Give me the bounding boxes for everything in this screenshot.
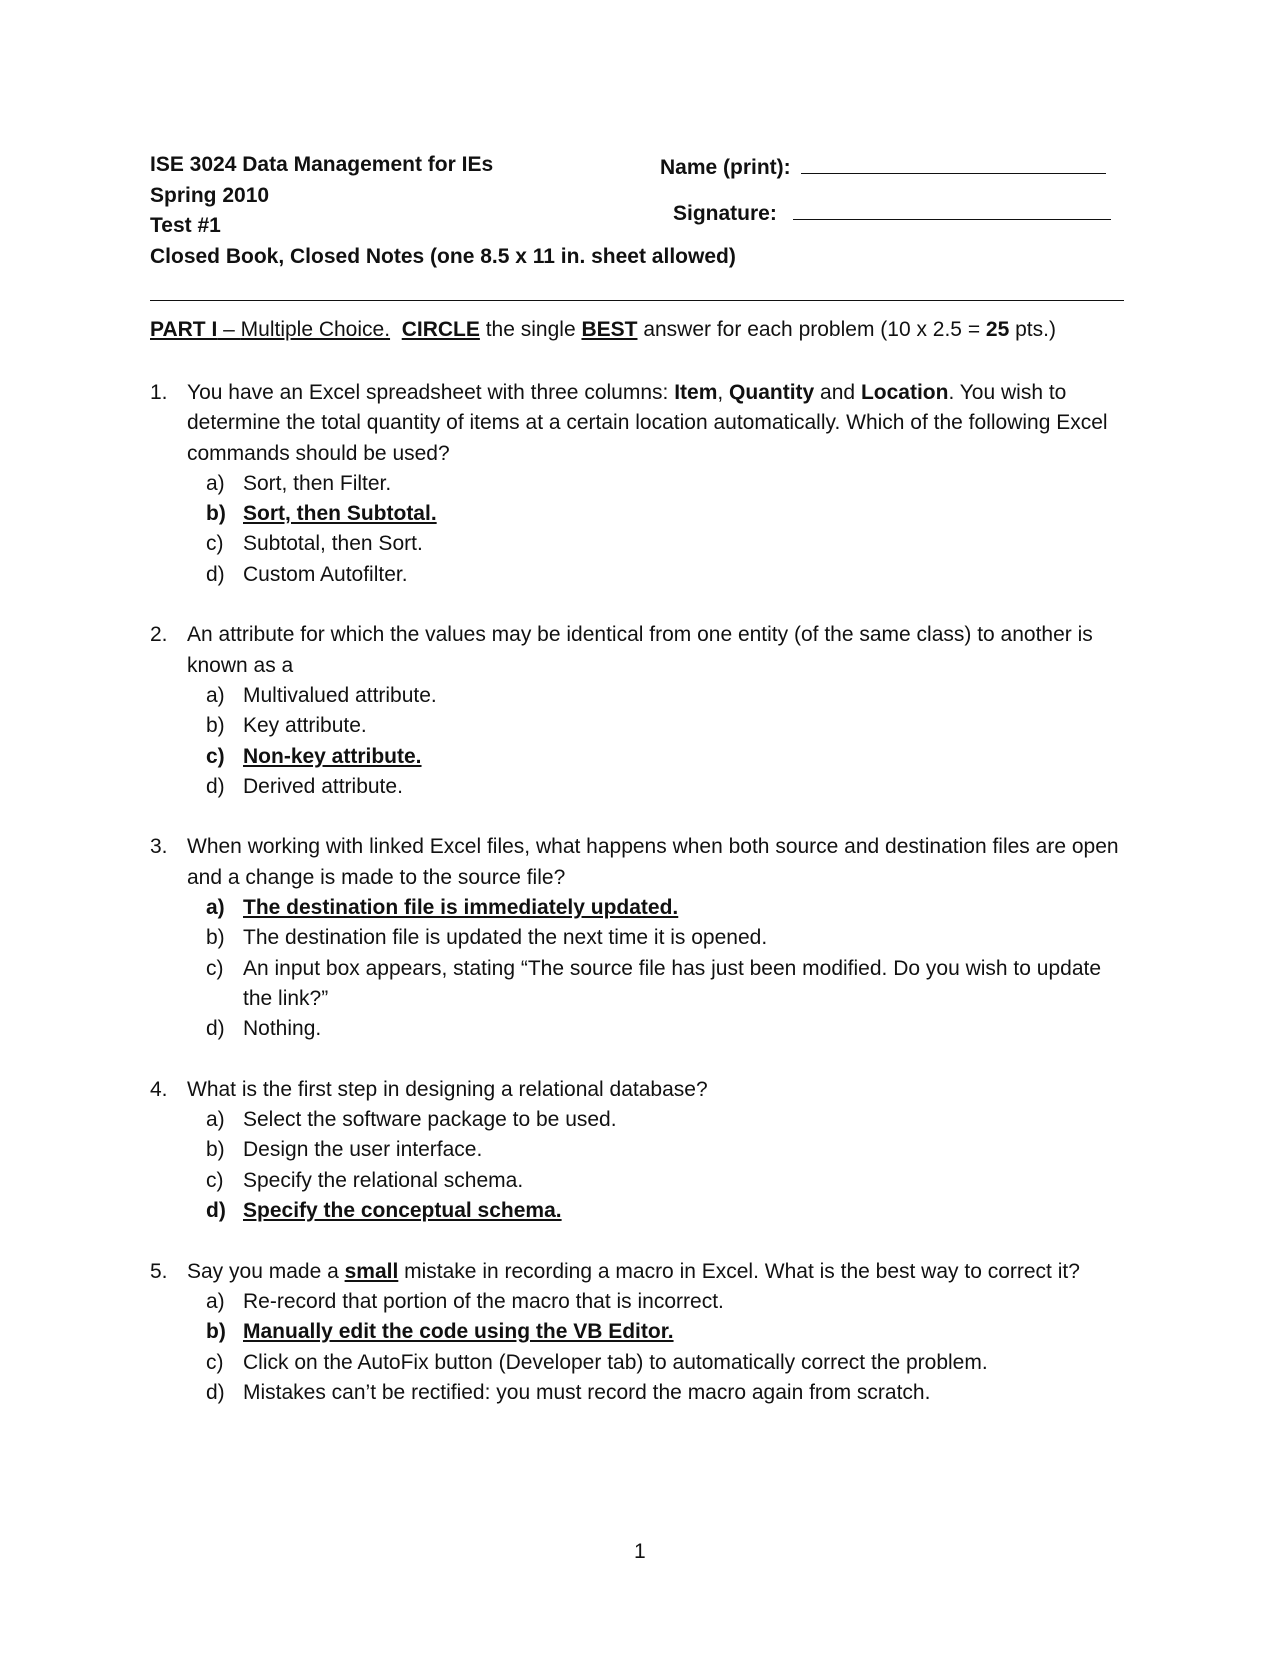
question-text-bold: Item (674, 381, 718, 404)
question-text-part: , (717, 381, 730, 404)
exam-rules: Closed Book, Closed Notes (one 8.5 x 11 in. sheet allowed) (150, 244, 736, 268)
option-label: a) (206, 896, 225, 920)
option-list (206, 469, 1150, 590)
option-label: d) (206, 1380, 225, 1404)
option-text: Derived attribute. (243, 774, 403, 798)
question-text (187, 1257, 1150, 1287)
option-text: An input box appears, stating “The source file has just been modified. Do you wish to update the link?” (243, 956, 1102, 1010)
option-text: Click on the AutoFix button (Developer tab) to automatically correct the problem. (243, 1350, 988, 1374)
question-text-part: You have an Excel spreadsheet with three columns: (187, 381, 675, 404)
option-b-answer[interactable] (206, 499, 1150, 529)
header-divider (150, 300, 1124, 301)
question-text-part: mistake in recording a macro in Excel. What is the best way to correct it? (398, 1259, 1080, 1283)
option-d[interactable] (206, 1378, 1150, 1408)
option-d-answer[interactable] (206, 1196, 1150, 1226)
option-label: d) (206, 562, 225, 586)
option-c[interactable] (206, 529, 1150, 559)
option-a[interactable] (206, 1287, 1150, 1317)
best-word: BEST (581, 318, 638, 341)
option-text: The destination file is immediately updated. (243, 896, 679, 920)
question-text: What is the first step in designing a relational database? (187, 1077, 708, 1101)
signature-label: Signature: (673, 202, 777, 225)
question-text-part: and (814, 381, 861, 404)
option-label: b) (206, 1138, 225, 1162)
circle-word: CIRCLE (401, 318, 480, 341)
option-text: Re-record that portion of the macro that is incorrect. (243, 1289, 724, 1313)
option-text: Custom Autofilter. (243, 562, 408, 586)
option-a[interactable] (206, 681, 1150, 711)
option-label: b) (206, 502, 226, 526)
option-label: c) (206, 956, 224, 980)
part-text-2: answer for each problem (10 x 2.5 = (637, 318, 986, 341)
question-number: 4. (150, 1077, 168, 1101)
page-number: 1 (634, 1540, 646, 1563)
option-list (206, 1287, 1150, 1408)
option-text: Key attribute. (243, 714, 367, 738)
question-text-part: . You wish to determine the total quantity of items at a certain location automatically. Which of the following Excel commands should be used? (187, 381, 1108, 465)
option-b-answer[interactable] (206, 1317, 1150, 1347)
option-label: c) (206, 1168, 224, 1192)
name-field (660, 153, 1106, 180)
option-text: Design the user interface. (243, 1138, 483, 1162)
option-label: a) (206, 471, 225, 495)
part-text-1: the single (479, 318, 582, 341)
question-1 (150, 378, 1150, 590)
option-text: Nothing. (243, 1017, 322, 1041)
option-text: Specify the conceptual schema. (243, 1199, 562, 1223)
option-text: Mistakes can’t be rectified: you must record the macro again from scratch. (243, 1380, 931, 1404)
option-label: c) (206, 744, 225, 768)
question-text: When working with linked Excel files, what happens when both source and destination files are open and a change is made to the source file? (187, 835, 1119, 889)
option-list (206, 893, 1150, 1044)
question-text: An attribute for which the values may be identical from one entity (of the same class) to another is known as a (187, 623, 1093, 677)
question-list (150, 378, 1150, 1438)
question-text (187, 378, 1150, 469)
question-text-bold: Quantity (729, 381, 815, 404)
option-d[interactable] (206, 1014, 1150, 1044)
question-3 (150, 832, 1150, 1044)
option-a[interactable] (206, 469, 1150, 499)
option-list (206, 1105, 1150, 1226)
option-label: d) (206, 774, 225, 798)
option-label: a) (206, 683, 225, 707)
question-text-part: Say you made a (187, 1259, 345, 1283)
option-text: Specify the relational schema. (243, 1168, 524, 1192)
option-label: b) (206, 1320, 226, 1344)
course-title: ISE 3024 Data Management for IEs (150, 153, 494, 176)
option-d[interactable] (206, 560, 1150, 590)
option-text: The destination file is updated the next time it is opened. (243, 926, 768, 950)
option-list (206, 681, 1150, 802)
part-label: PART I (150, 318, 218, 341)
option-b[interactable] (206, 1135, 1150, 1165)
name-label: Name (print): (660, 156, 791, 179)
option-label: b) (206, 926, 225, 950)
option-label: b) (206, 714, 225, 738)
option-text: Sort, then Subtotal. (243, 502, 437, 526)
option-c[interactable] (206, 954, 1150, 1015)
part-text-3: pts.) (1009, 318, 1056, 341)
option-label: c) (206, 1350, 224, 1374)
question-text-emphasis: small (344, 1259, 399, 1283)
option-b[interactable] (206, 711, 1150, 741)
signature-blank-line[interactable] (793, 199, 1111, 220)
question-number: 1. (150, 381, 168, 404)
option-b[interactable] (206, 923, 1150, 953)
option-c[interactable] (206, 1166, 1150, 1196)
exam-header (150, 150, 736, 272)
part-instructions (150, 318, 1056, 342)
question-number: 3. (150, 835, 168, 859)
option-label: a) (206, 1289, 225, 1313)
signature-field (673, 199, 1111, 226)
option-text: Manually edit the code using the VB Editor. (243, 1320, 674, 1344)
option-c-answer[interactable] (206, 742, 1150, 772)
option-label: d) (206, 1017, 225, 1041)
option-d[interactable] (206, 772, 1150, 802)
option-label: d) (206, 1199, 226, 1223)
question-2 (150, 620, 1150, 802)
question-number: 2. (150, 623, 168, 647)
part-dash: – (217, 318, 241, 341)
option-text: Sort, then Filter. (243, 471, 392, 495)
option-text: Multivalued attribute. (243, 683, 437, 707)
option-a-answer[interactable] (206, 893, 1150, 923)
question-text-bold: Location (860, 381, 949, 404)
points-total: 25 (985, 318, 1010, 341)
name-blank-line[interactable] (801, 153, 1106, 174)
question-number: 5. (150, 1259, 168, 1283)
option-text: Select the software package to be used. (243, 1108, 617, 1132)
option-a[interactable] (206, 1105, 1150, 1135)
part-type: Multiple Choice. (240, 318, 391, 341)
question-4 (150, 1075, 1150, 1226)
option-text: Subtotal, then Sort. (243, 532, 423, 556)
question-5 (150, 1257, 1150, 1408)
term: Spring 2010 (150, 183, 270, 207)
test-number: Test #1 (150, 214, 221, 237)
option-text: Non-key attribute. (243, 744, 422, 768)
option-c[interactable] (206, 1348, 1150, 1378)
option-label: a) (206, 1108, 225, 1132)
option-label: c) (206, 532, 224, 556)
